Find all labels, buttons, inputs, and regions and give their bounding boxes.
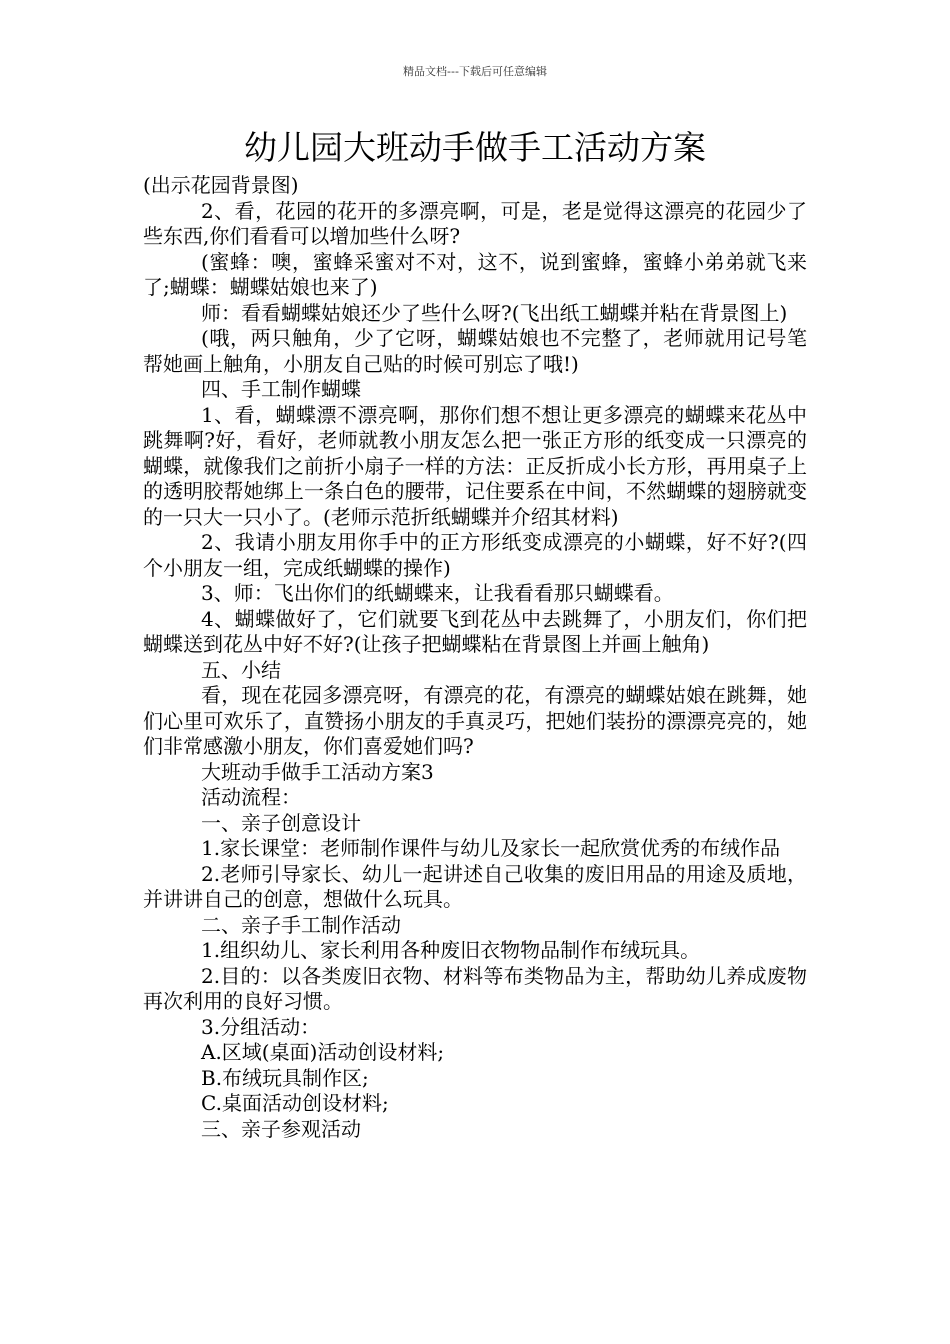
paragraph: 2、我请小朋友用你手中的正方形纸变成漂亮的小蝴蝶，好不好?(四个小朋友一组，完成纸蝴蝶的操作): [143, 530, 807, 580]
paragraph: (蜜蜂：噢，蜜蜂采蜜对不对，这不，说到蜜蜂，蜜蜂小弟弟就飞来了;蝴蝶：蝴蝶姑娘也来了): [143, 249, 807, 299]
page-header: 精品文档---下载后可任意编辑: [403, 65, 547, 78]
subsection-title: 大班动手做手工活动方案3: [201, 759, 434, 784]
section-heading: 一、亲子创意设计: [201, 810, 361, 835]
section-heading: 五、小结: [201, 657, 281, 682]
list-item: A.区域(桌面)活动创设材料;: [201, 1040, 445, 1064]
paragraph: 2.目的：以各类废旧衣物、材料等布类物品为主，帮助幼儿养成废物再次利用的良好习惯。: [143, 963, 807, 1013]
paragraph: 活动流程：: [201, 785, 301, 809]
list-item: B.布绒玩具制作区;: [201, 1065, 369, 1090]
paragraph: 1.家长课堂：老师制作课件与幼儿及家长一起欣赏优秀的布绒作品: [201, 836, 781, 860]
paragraph: (出示花园背景图): [143, 173, 299, 197]
paragraph: 4、蝴蝶做好了，它们就要飞到花丛中去跳舞了，小朋友们，你们把蝴蝶送到花丛中好不好?(让孩子把蝴蝶粘在背景图上并画上触角): [143, 606, 807, 656]
paragraph: 1.组织幼儿、家长利用各种废旧衣物物品制作布绒玩具。: [201, 938, 701, 962]
paragraph: 1、看，蝴蝶漂不漂亮啊，那你们想不想让更多漂亮的蝴蝶来花丛中跳舞啊?好，看好，老师就教小朋友怎么把一张正方形的纸变成一只漂亮的蝴蝶，就像我们之前折小扇子一样的方法：正反折成小长方形，再用桌子上的透明胶帮她绑上一条白色的腰带，记住要系在中间，不然蝴蝶的翅膀就变的一只大一只小了。(老师示范折纸蝴蝶并介绍其材料): [143, 402, 807, 529]
paragraph: (哦，两只触角，少了它呀，蝴蝶姑娘也不完整了，老师就用记号笔帮她画上触角，小朋友自己贴的时候可别忘了哦!): [143, 326, 807, 376]
document-title: 幼儿园大班动手做手工活动方案: [244, 128, 706, 167]
paragraph: 3.分组活动：: [201, 1014, 321, 1039]
section-heading: 三、亲子参观活动: [201, 1116, 361, 1141]
paragraph: 看，现在花园多漂亮呀，有漂亮的花，有漂亮的蝴蝶姑娘在跳舞，她们心里可欢乐了，直赞扬小朋友的手真灵巧，把她们装扮的漂漂亮亮的，她们非常感激小朋友，你们喜爱她们吗?: [143, 683, 807, 758]
section-heading: 二、亲子手工制作活动: [201, 912, 401, 937]
paragraph: 2.老师引导家长、幼儿一起讲述自己收集的废旧用品的用途及质地，并讲讲自己的创意，想做什么玩具。: [143, 861, 807, 911]
list-item: C.桌面活动创设材料;: [201, 1091, 389, 1115]
section-heading: 四、手工制作蝴蝶: [201, 377, 361, 401]
paragraph: 2、看，花园的花开的多漂亮啊，可是，老是觉得这漂亮的花园少了些东西,你们看看可以增加些什么呀?: [143, 198, 807, 248]
document-body: [143, 173, 807, 1142]
paragraph: 3、师：飞出你们的纸蝴蝶来，让我看看那只蝴蝶看。: [201, 581, 674, 605]
paragraph: 师：看看蝴蝶姑娘还少了些什么呀?(飞出纸工蝴蝶并粘在背景图上): [201, 300, 788, 325]
